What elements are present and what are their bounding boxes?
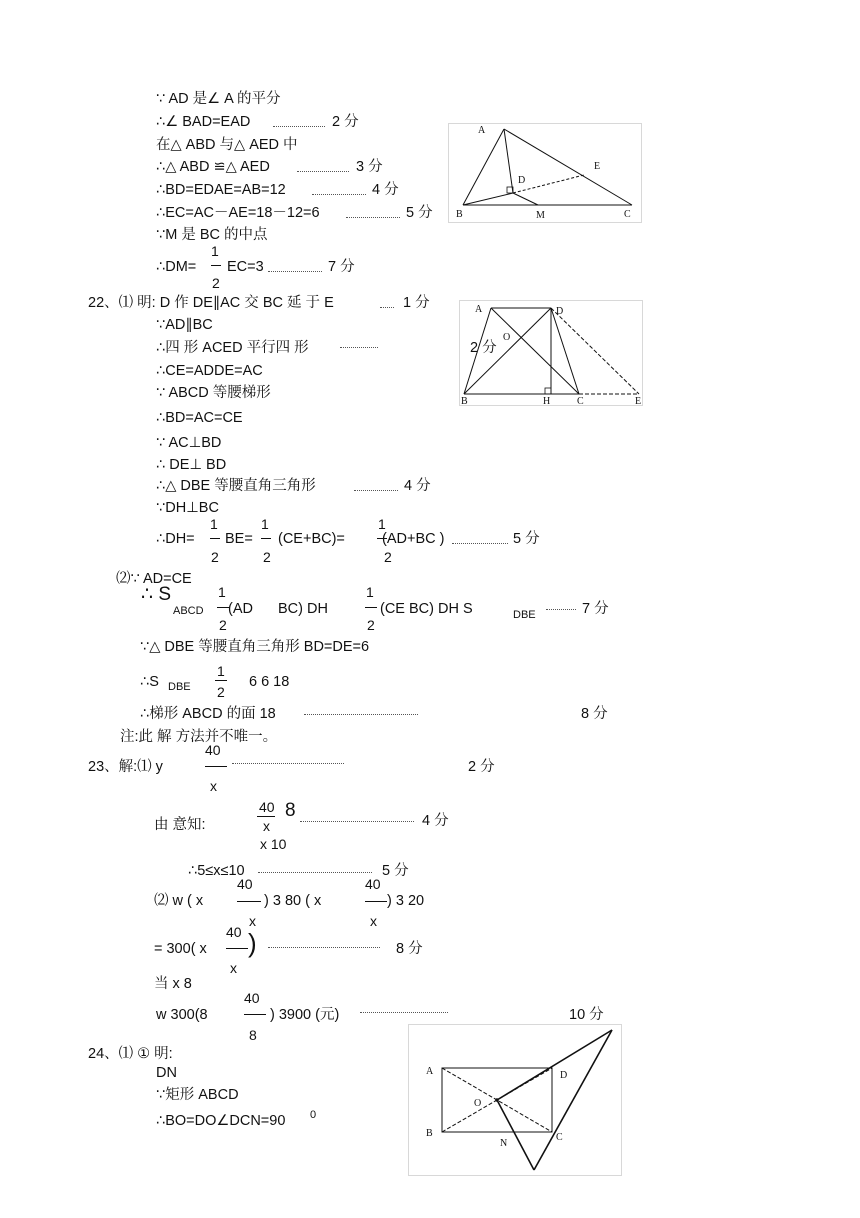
superscript-degree: 0 (310, 1109, 317, 1121)
trapezoid-abcd-figure (459, 300, 643, 406)
score-5c: 5 分 (382, 863, 409, 879)
area-s-dbe: ∴S (140, 674, 159, 690)
frac-bar (215, 680, 227, 681)
big-paren: ) (248, 928, 257, 958)
line-ad-bisector: ∵ AD 是∠ A 的平分 (156, 91, 281, 107)
frac-den: x (263, 818, 270, 834)
label-m: M (536, 210, 545, 221)
line-rectangle: ∵矩形 ABCD (156, 1087, 239, 1103)
score-8: 8 分 (581, 706, 608, 722)
score-7: 7 分 (328, 259, 355, 275)
subscript-dbe: DBE (168, 681, 191, 693)
label-d: D (560, 1070, 568, 1081)
frac-bar (205, 766, 227, 767)
score-5b: 5 分 (513, 531, 540, 547)
frac-bar (226, 948, 248, 949)
line-ad-parallel: ∵AD∥BC (156, 317, 213, 333)
subscript-dbe: DBE (513, 609, 536, 621)
line-by-condition: 由 意知: (154, 817, 206, 833)
triangle-abc-figure (448, 123, 642, 223)
line-when-x: 当 x 8 (154, 976, 192, 992)
line-dh-perp-bc: ∵DH⊥BC (156, 500, 219, 516)
frac-bar (365, 607, 377, 608)
label-c: C (624, 209, 631, 220)
dot-leader (380, 307, 394, 308)
line-ac-perp-bd: ∵ AC⊥BD (156, 435, 222, 451)
frac-den: x (249, 913, 256, 929)
rectangle-abcd-figure (408, 1024, 622, 1176)
score-4c: 4 分 (422, 813, 449, 829)
label-h: H (543, 396, 551, 406)
q22-heading: 22、⑴ 明: D 作 DE∥AC 交 BC 延 于 E (88, 295, 334, 311)
frac-bar (237, 901, 261, 902)
frac-den: x (210, 778, 217, 794)
line-w: ⑵ w ( x (154, 893, 204, 909)
dot-leader (304, 714, 418, 715)
line-triangles: 在△ ABD 与△ AED 中 (156, 137, 298, 153)
q24-heading: 24、⑴ ① 明: (88, 1046, 173, 1062)
frac-den: 2 (212, 275, 220, 291)
line-m-midpoint: ∵M 是 BC 的中点 (156, 227, 268, 243)
label-b: B (461, 396, 468, 406)
frac-num: 1 (366, 584, 374, 600)
frac-den: 2 (367, 617, 375, 633)
frac-den: 2 (219, 617, 227, 633)
label-e: E (594, 161, 601, 172)
score-1: 1 分 (403, 295, 430, 311)
label-b: B (426, 1128, 433, 1139)
line-de-perp-bd: ∴ DE⊥ BD (156, 457, 227, 473)
frac-den: x (230, 960, 237, 976)
ineq-value: 8 (285, 800, 296, 821)
q23-heading: 23、解:⑴ y (88, 759, 163, 775)
dot-leader (360, 1012, 448, 1013)
line-ce: ∴CE=ADDE=AC (156, 363, 263, 379)
frac-den: x (370, 913, 377, 929)
term-bc-dh: BC) DH (278, 601, 328, 617)
score-5: 5 分 (406, 205, 433, 221)
line-parallelogram: ∴四 形 ACED 平行四 形 (156, 340, 309, 356)
dot-leader (273, 126, 325, 127)
dot-leader (346, 217, 400, 218)
frac-bar (211, 265, 221, 266)
line-dbe-bd-de: ∵△ DBE 等腰直角三角形 BD=DE=6 (140, 639, 370, 655)
frac-num: 1 (217, 663, 225, 679)
line-dbe-right: ∴△ DBE 等腰直角三角形 (156, 478, 316, 494)
dot-leader (268, 271, 322, 272)
dot-leader (546, 609, 576, 610)
label-a: A (475, 304, 483, 315)
score-4: 4 分 (372, 182, 399, 198)
line-isosceles-trapezoid: ∵ ABCD 等腰梯形 (156, 385, 271, 401)
line-dm-value: EC=3 (227, 259, 264, 275)
frac-num: 40 (237, 876, 253, 892)
line-bo-do: ∴BO=DO∠DCN=90 (156, 1113, 286, 1129)
label-a: A (426, 1066, 434, 1077)
dot-leader (300, 821, 414, 822)
label-o: O (503, 332, 511, 343)
note: 注:此 解 方法并不唯一。 (120, 729, 278, 745)
line-w-end: ) 3 20 (387, 893, 425, 909)
label-e: E (635, 396, 642, 406)
label-c: C (577, 396, 584, 406)
line-dn: DN (156, 1065, 177, 1081)
area-value: 6 6 18 (249, 674, 290, 690)
line-bd-ac-ce: ∴BD=AC=CE (156, 410, 243, 426)
dot-leader (312, 194, 366, 195)
score-4b: 4 分 (404, 478, 431, 494)
line-w-result: ) 3900 (元) (270, 1007, 340, 1023)
line-w-value: w 300(8 (156, 1007, 208, 1023)
term-ad: (AD (228, 601, 253, 617)
frac-num: 1 (210, 516, 218, 532)
dot-leader (452, 543, 508, 544)
line-w-mid: ) 3 80 ( x (264, 893, 322, 909)
label-a: A (478, 125, 486, 136)
dot-leader (297, 171, 349, 172)
frac-den: 8 (249, 1027, 257, 1043)
label-d: D (518, 175, 526, 186)
line-dm: ∴DM= (156, 259, 197, 275)
dot-leader (232, 763, 344, 764)
frac-den: 2 (211, 549, 219, 565)
line-trapezoid-area: ∴梯形 ABCD 的面 18 (140, 706, 276, 722)
frac-den: 2 (384, 549, 392, 565)
line-w-simplified: = 300( x (154, 941, 207, 957)
line-congruent: ∴△ ABD ≌△ AED (156, 159, 270, 175)
score-7b: 7 分 (582, 601, 609, 617)
frac-num: 1 (211, 243, 219, 259)
score-2b: 2 分 (470, 340, 497, 356)
line-be: BE= (225, 531, 253, 547)
frac-num: 1 (378, 516, 386, 532)
line-ad-bc: (AD+BC ) (382, 531, 445, 547)
frac-bar (261, 538, 271, 539)
frac-bar (365, 901, 387, 902)
line-ec: ∴EC=AC－AE=18－12=6 (156, 205, 320, 221)
line-dh: ∴DH= (156, 531, 195, 547)
frac-num: 40 (226, 924, 242, 940)
frac-num: 40 (205, 742, 221, 758)
label-c: C (556, 1132, 563, 1143)
frac-num: 1 (218, 584, 226, 600)
dot-leader (268, 947, 380, 948)
frac-den: 2 (217, 684, 225, 700)
subscript-abcd: ABCD (173, 605, 204, 617)
line-ce-bc: (CE+BC)= (278, 531, 345, 547)
dot-leader (258, 872, 372, 873)
term-ce-bc-dh: (CE BC) DH S (380, 601, 473, 617)
frac-num: 40 (365, 876, 381, 892)
line-angle-bad: ∴∠ BAD=EAD (156, 114, 251, 130)
dot-leader (340, 347, 378, 348)
score-2c: 2 分 (468, 759, 495, 775)
dot-leader (354, 490, 398, 491)
frac-bar (244, 1014, 266, 1015)
score-8c: 8 分 (396, 941, 423, 957)
label-n: N (500, 1138, 508, 1149)
frac-bar (257, 816, 275, 817)
line-bd-ed: ∴BD=EDAE=AB=12 (156, 182, 286, 198)
label-d: D (556, 306, 564, 317)
line-range: ∴5≤x≤10 (188, 863, 245, 879)
area-s: ∴ S (141, 584, 172, 605)
ineq-x-10: x 10 (260, 836, 287, 852)
frac-den: 2 (263, 549, 271, 565)
frac-num: 40 (259, 799, 275, 815)
label-b: B (456, 209, 463, 220)
score-3: 3 分 (356, 159, 383, 175)
score-2: 2 分 (332, 114, 359, 130)
part2-heading: ⑵∵ AD=CE (116, 571, 192, 587)
label-o: O (474, 1098, 482, 1109)
score-10: 10 分 (569, 1007, 604, 1023)
frac-num: 40 (244, 990, 260, 1006)
frac-bar (210, 538, 220, 539)
frac-num: 1 (261, 516, 269, 532)
